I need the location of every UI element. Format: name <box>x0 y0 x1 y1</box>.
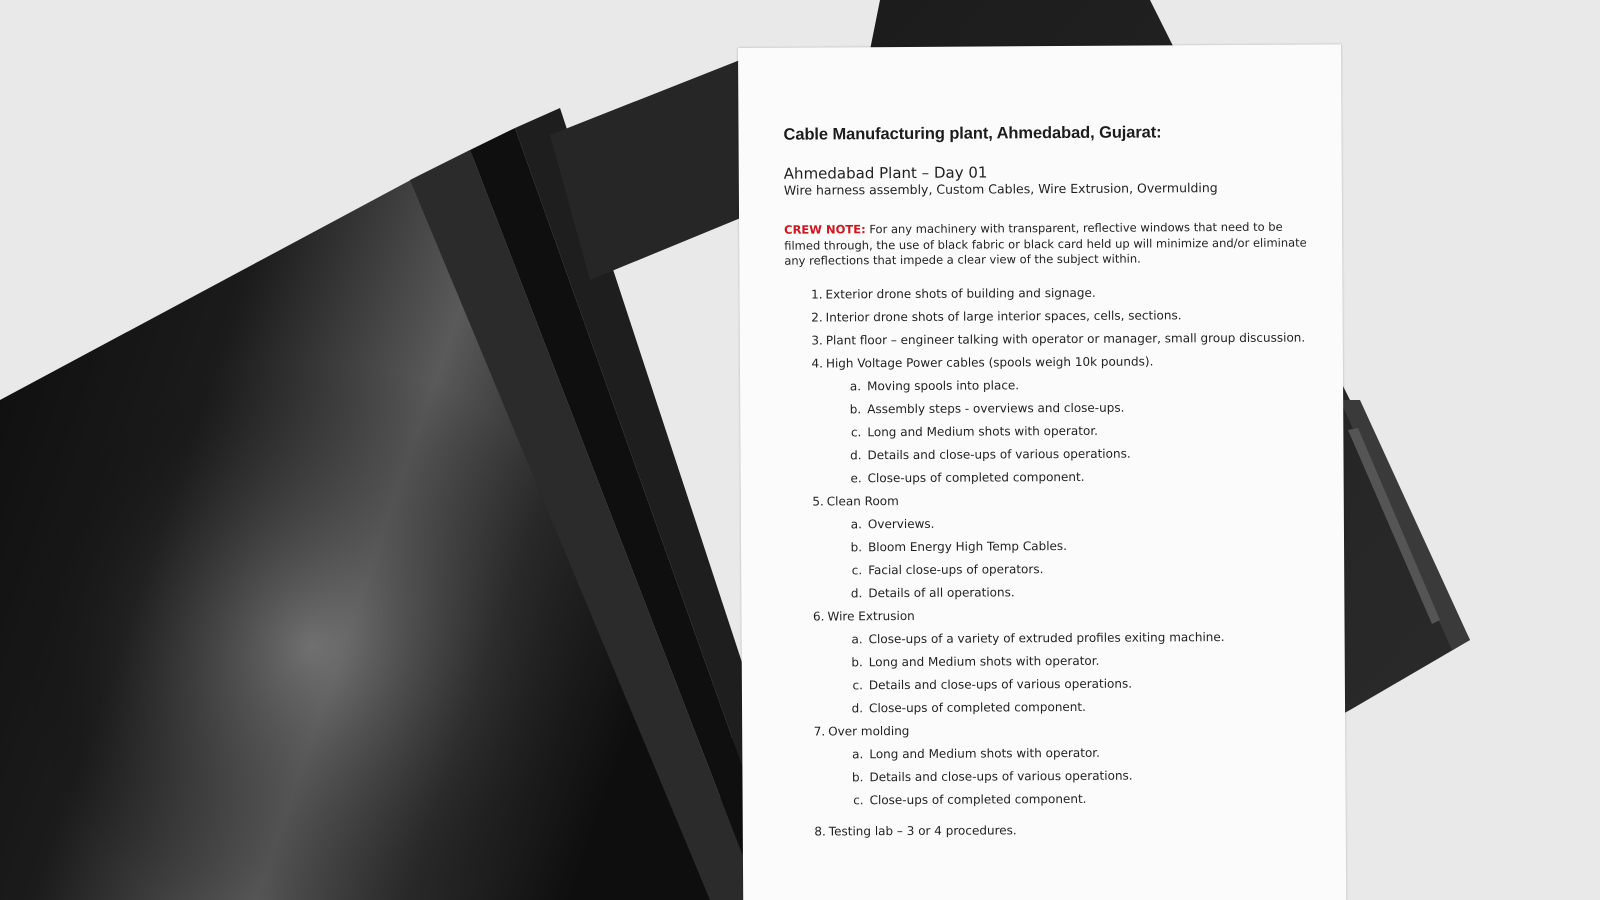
sub-list-item <box>829 786 1308 812</box>
shot-list <box>784 280 1307 843</box>
sub-list-item-text: Details of all operations. <box>868 584 1015 600</box>
list-item-number: 2. <box>811 309 823 325</box>
list-item <box>785 349 1306 490</box>
sub-list-item <box>828 740 1307 766</box>
list-item-text: High Voltage Power cables (spools weigh 10k pounds). <box>825 353 1154 370</box>
sub-list <box>828 740 1307 812</box>
list-item <box>784 280 1304 306</box>
sub-list-item <box>826 418 1305 444</box>
list-item <box>786 602 1307 720</box>
sub-list-item-text: Close-ups of completed component. <box>868 699 1086 715</box>
sub-list-item-text: Details and close-ups of various operations. <box>867 446 1131 462</box>
sub-list-item-text: Long and Medium shots with operator. <box>868 653 1100 669</box>
list-item-number: 3. <box>811 332 823 348</box>
list-item-text: Clean Room <box>826 493 899 508</box>
sub-list <box>826 372 1306 490</box>
sub-list-item <box>827 533 1306 559</box>
sub-list-item <box>828 648 1307 674</box>
crew-note <box>784 219 1314 269</box>
document-scope: Wire harness assembly, Custom Cables, Wire Extrusion, Overmulding <box>783 180 1218 198</box>
sub-list-item-letter: b. <box>851 769 864 784</box>
card-slot <box>550 60 760 280</box>
sub-list <box>827 510 1307 605</box>
list-item <box>786 487 1307 605</box>
list-item <box>788 817 1308 843</box>
sub-list-item-letter: d. <box>850 447 862 462</box>
sub-list-item-text: Facial close-ups of operators. <box>868 561 1044 577</box>
list-item <box>785 303 1305 329</box>
list-item-text: Plant floor – engineer talking with operator or manager, small group discussion. <box>825 330 1306 347</box>
sub-list-item <box>826 395 1305 421</box>
list-item-text: Exterior drone shots of building and signage. <box>825 285 1096 301</box>
list-item-text: Interior drone shots of large interior spaces, cells, sections. <box>825 307 1182 324</box>
sub-list-item-text: Overviews. <box>867 516 935 531</box>
sub-list-item <box>828 671 1307 697</box>
sub-list-item-text: Moving spools into place. <box>867 377 1020 393</box>
document-subtitle: Ahmedabad Plant – Day 01 <box>783 163 988 183</box>
list-item <box>785 326 1305 352</box>
list-item-number: 4. <box>811 355 823 371</box>
sub-list-item-letter: c. <box>852 677 863 692</box>
document-title: Cable Manufacturing plant, Ahmedabad, Gujarat: <box>783 123 1162 144</box>
list-item-number: 7. <box>813 723 826 739</box>
sub-list-item <box>827 579 1306 605</box>
sub-list-item-letter: e. <box>850 470 862 485</box>
sub-list-item-text: Long and Medium shots with operator. <box>869 745 1100 761</box>
document-sheet <box>738 44 1346 900</box>
document-content <box>783 123 1307 844</box>
sub-list-item-text: Close-ups of completed component. <box>869 791 1087 807</box>
sub-list-item-text: Assembly steps - overviews and close-ups. <box>867 400 1125 416</box>
sub-list-item-letter: a. <box>849 378 862 393</box>
sub-list-item <box>828 763 1307 789</box>
list-item-text: Testing lab – 3 or 4 procedures. <box>828 822 1017 838</box>
sub-list-item-letter: c. <box>850 424 862 439</box>
sub-list-item-letter: c. <box>853 792 864 807</box>
sub-list-item-text: Close-ups of a variety of extruded profiles exiting machine. <box>868 629 1225 646</box>
sub-list-item <box>826 372 1305 398</box>
list-item <box>787 717 1308 812</box>
sub-list-item-letter: c. <box>851 562 863 577</box>
sub-list <box>828 625 1308 720</box>
crew-note-text: For any machinery with transparent, reflective windows that need to be filmed through, the use of black fabric or black card held up will minimize and/or eliminate any reflections that impede a clear view of the subject within. <box>784 219 1307 268</box>
crew-note-label: CREW NOTE: <box>784 222 866 237</box>
list-item-number: 6. <box>812 608 825 624</box>
sub-list-item-letter: d. <box>850 585 863 600</box>
sub-list-item-letter: b. <box>850 539 863 554</box>
sub-list-item <box>828 625 1307 651</box>
sub-list-item <box>827 464 1306 490</box>
sub-list-item <box>826 441 1305 467</box>
sub-list-item-letter: b. <box>849 401 862 416</box>
sub-list-item-letter: a. <box>851 631 863 646</box>
sub-list-item-text: Close-ups of completed component. <box>867 469 1085 485</box>
list-item-number: 5. <box>812 493 824 509</box>
sub-list-item-text: Details and close-ups of various operations. <box>869 768 1133 784</box>
list-item-text: Wire Extrusion <box>827 608 915 623</box>
list-item-text: Over molding <box>828 723 910 738</box>
sub-list-item-text: Details and close-ups of various operations. <box>868 676 1133 692</box>
sub-list-item-letter: a. <box>852 746 864 761</box>
sub-list-item <box>828 694 1307 720</box>
list-item-number: 1. <box>811 286 823 302</box>
sub-list-item-text: Bloom Energy High Temp Cables. <box>868 538 1067 554</box>
sub-list-item <box>827 510 1306 536</box>
sub-list-item-letter: b. <box>851 654 863 669</box>
list-item-number: 8. <box>814 823 826 839</box>
sub-list-item-letter: a. <box>850 516 862 531</box>
sub-list-item-text: Long and Medium shots with operator. <box>867 423 1098 439</box>
sub-list-item-letter: d. <box>851 700 864 715</box>
sub-list-item <box>827 556 1306 582</box>
